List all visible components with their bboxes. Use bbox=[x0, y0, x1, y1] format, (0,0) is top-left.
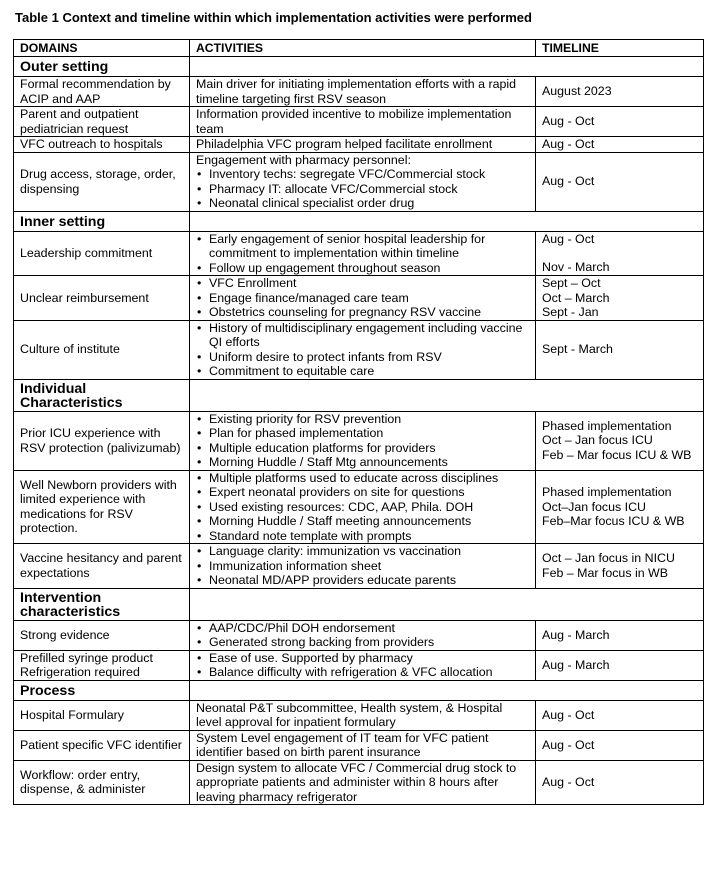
table-body bbox=[14, 57, 704, 805]
list-item: • Pharmacy IT: allocate VFC/Commercial stock bbox=[196, 182, 529, 197]
implementation-table bbox=[13, 39, 704, 805]
table-row bbox=[14, 137, 704, 153]
list-item: • Multiple platforms used to educate across disciplines bbox=[196, 471, 529, 486]
timeline-text: Oct–Jan focus ICU bbox=[542, 499, 646, 514]
list-item: • AAP/CDC/Phil DOH endorsement bbox=[196, 621, 529, 636]
table-row bbox=[14, 107, 704, 137]
table-row bbox=[14, 730, 704, 760]
list-item: • Balance difficulty with refrigeration & VFC allocation bbox=[196, 665, 529, 680]
activities-cell bbox=[190, 231, 536, 276]
list-item: • Morning Huddle / Staff meeting announcements bbox=[196, 514, 529, 529]
table-row bbox=[14, 700, 704, 730]
timeline-text: Sept - March bbox=[542, 342, 613, 357]
activity-text: Information provided incentive to mobilize implementation team bbox=[196, 107, 512, 136]
timeline-text: Sept - Jan bbox=[542, 305, 599, 319]
section-empty-cell bbox=[190, 588, 704, 620]
activities-cell bbox=[190, 320, 536, 379]
list-item: • Language clarity: immunization vs vaccination bbox=[196, 544, 529, 559]
timeline-text: Aug - March bbox=[542, 657, 610, 672]
domain-cell: Unclear reimbursement bbox=[14, 276, 190, 321]
domain-cell: Drug access, storage, order, dispensing bbox=[14, 152, 190, 211]
section-empty-cell bbox=[190, 680, 704, 700]
table-row bbox=[14, 152, 704, 211]
section-header-row bbox=[14, 379, 704, 411]
activities-cell bbox=[190, 276, 536, 321]
list-item: • Morning Huddle / Staff Mtg announcements bbox=[196, 455, 529, 470]
timeline-cell bbox=[536, 77, 704, 107]
timeline-cell bbox=[536, 620, 704, 650]
activity-list bbox=[196, 276, 529, 320]
timeline-spacer bbox=[542, 246, 697, 260]
timeline-cell bbox=[536, 730, 704, 760]
activity-list bbox=[196, 651, 529, 680]
activities-cell bbox=[190, 152, 536, 211]
activity-list bbox=[196, 232, 529, 276]
list-item: • Expert neonatal providers on site for questions bbox=[196, 485, 529, 500]
domain-cell: Prior ICU experience with RSV protection (palivizumab) bbox=[14, 411, 190, 470]
activities-cell bbox=[190, 411, 536, 470]
timeline-text: Aug - Oct bbox=[542, 707, 595, 722]
domain-cell: Culture of institute bbox=[14, 320, 190, 379]
activity-text: Design system to allocate VFC / Commercial drug stock to appropriate patients and administer within 8 hours after leaving pharmacy refrigerator bbox=[196, 760, 517, 804]
list-item: • Commitment to equitable care bbox=[196, 364, 529, 379]
domain-cell: Parent and outpatient pediatrician request bbox=[14, 107, 190, 137]
domain-cell: Patient specific VFC identifier bbox=[14, 730, 190, 760]
header-timeline: TIMELINE bbox=[536, 40, 704, 57]
activities-cell bbox=[190, 650, 536, 680]
list-item: • Neonatal MD/APP providers educate parents bbox=[196, 573, 529, 588]
timeline-text: Oct – March bbox=[542, 290, 610, 305]
timeline-text: Aug - Oct bbox=[542, 775, 595, 789]
timeline-text: Aug - Oct bbox=[542, 137, 595, 151]
timeline-cell bbox=[536, 650, 704, 680]
list-item: • Ease of use. Supported by pharmacy bbox=[196, 651, 529, 666]
timeline-text: Feb–Mar focus ICU & WB bbox=[542, 514, 685, 528]
domain-cell: Strong evidence bbox=[14, 620, 190, 650]
table-row bbox=[14, 276, 704, 321]
table-row bbox=[14, 544, 704, 589]
section-empty-cell bbox=[190, 379, 704, 411]
list-item: • Inventory techs: segregate VFC/Commercial stock bbox=[196, 167, 529, 182]
table-row bbox=[14, 470, 704, 544]
table-row bbox=[14, 77, 704, 107]
list-item: • Uniform desire to protect infants from RSV bbox=[196, 350, 529, 365]
list-item: • Early engagement of senior hospital leadership for commitment to implementation within timeline bbox=[196, 232, 529, 261]
activity-list bbox=[196, 471, 529, 544]
activity-text: Neonatal P&T subcommittee, Health system, & Hospital level approval for inpatient formulary bbox=[196, 700, 503, 729]
list-item: • Generated strong backing from providers bbox=[196, 635, 529, 650]
timeline-text: Oct – Jan focus in NICU bbox=[542, 551, 675, 566]
list-item: • Existing priority for RSV prevention bbox=[196, 412, 529, 427]
timeline-cell bbox=[536, 320, 704, 379]
list-item: • Neonatal clinical specialist order drug bbox=[196, 196, 529, 211]
timeline-text: Sept – Oct bbox=[542, 276, 601, 290]
activities-cell bbox=[190, 107, 536, 137]
activities-cell bbox=[190, 730, 536, 760]
section-header-row bbox=[14, 57, 704, 77]
timeline-text: Aug - Oct bbox=[542, 737, 595, 752]
activity-text: System Level engagement of IT team for VFC patient identifier based on birth parent insurance bbox=[196, 730, 489, 759]
timeline-text: August 2023 bbox=[542, 84, 612, 99]
section-header-row bbox=[14, 680, 704, 700]
activities-cell bbox=[190, 760, 536, 805]
timeline-cell bbox=[536, 411, 704, 470]
domain-cell: Hospital Formulary bbox=[14, 700, 190, 730]
timeline-cell bbox=[536, 276, 704, 321]
domain-cell: VFC outreach to hospitals bbox=[14, 137, 190, 153]
list-item: • Immunization information sheet bbox=[196, 559, 529, 574]
table-row bbox=[14, 620, 704, 650]
activity-text: Engagement with pharmacy personnel: bbox=[196, 152, 411, 167]
section-empty-cell bbox=[190, 57, 704, 77]
timeline-text: Aug - March bbox=[542, 627, 610, 642]
activities-cell bbox=[190, 544, 536, 589]
timeline-text: Aug - Oct bbox=[542, 114, 595, 129]
timeline-text: Aug - Oct bbox=[542, 174, 595, 189]
timeline-text: Phased implementation bbox=[542, 485, 672, 499]
section-header-row bbox=[14, 588, 704, 620]
list-item: • Multiple education platforms for providers bbox=[196, 441, 529, 456]
table-caption: Table 1 Context and timeline within which implementation activities were performed bbox=[15, 10, 532, 25]
activities-cell bbox=[190, 700, 536, 730]
timeline-text: Aug - Oct bbox=[542, 231, 595, 246]
table-row bbox=[14, 760, 704, 805]
section-title: Individual Characteristics bbox=[14, 379, 190, 411]
section-title: Intervention characteristics bbox=[14, 588, 190, 620]
activity-list bbox=[196, 621, 529, 650]
activity-list bbox=[196, 167, 529, 211]
list-item: • Obstetrics counseling for pregnancy RSV vaccine bbox=[196, 305, 529, 320]
section-empty-cell bbox=[190, 211, 704, 231]
timeline-cell bbox=[536, 470, 704, 544]
section-title: Process bbox=[14, 680, 190, 700]
activities-cell bbox=[190, 620, 536, 650]
section-header-row bbox=[14, 211, 704, 231]
header-domains: DOMAINS bbox=[14, 40, 190, 57]
domain-cell: Vaccine hesitancy and parent expectations bbox=[14, 544, 190, 589]
list-item: • Plan for phased implementation bbox=[196, 426, 529, 441]
domain-cell: Formal recommendation by ACIP and AAP bbox=[14, 77, 190, 107]
list-item: • Follow up engagement throughout season bbox=[196, 261, 529, 276]
timeline-cell bbox=[536, 152, 704, 211]
activity-list bbox=[196, 412, 529, 470]
domain-cell: Well Newborn providers with limited experience with medications for RSV protection. bbox=[14, 470, 190, 544]
table-row bbox=[14, 650, 704, 680]
list-item: • History of multidisciplinary engagement including vaccine QI efforts bbox=[196, 321, 529, 350]
list-item: • VFC Enrollment bbox=[196, 276, 529, 291]
timeline-text: Nov - March bbox=[542, 260, 610, 275]
section-title: Outer setting bbox=[14, 57, 190, 77]
timeline-cell bbox=[536, 700, 704, 730]
timeline-text: Oct – Jan focus ICU bbox=[542, 433, 653, 448]
activity-list bbox=[196, 321, 529, 379]
list-item: • Used existing resources: CDC, AAP, Phila. DOH bbox=[196, 500, 529, 515]
timeline-cell bbox=[536, 544, 704, 589]
activity-text: Main driver for initiating implementation efforts with a rapid timeline targeting first RSV season bbox=[196, 77, 517, 106]
timeline-text: Feb – Mar focus in WB bbox=[542, 565, 669, 580]
timeline-cell bbox=[536, 137, 704, 153]
activities-cell bbox=[190, 470, 536, 544]
activities-cell bbox=[190, 77, 536, 107]
header-activities: ACTIVITIES bbox=[190, 40, 536, 57]
table-row bbox=[14, 411, 704, 470]
domain-cell: Leadership commitment bbox=[14, 231, 190, 276]
list-item: • Engage finance/managed care team bbox=[196, 291, 529, 306]
activity-list bbox=[196, 544, 529, 588]
section-title: Inner setting bbox=[14, 211, 190, 231]
timeline-text: Feb – Mar focus ICU & WB bbox=[542, 447, 692, 462]
timeline-cell bbox=[536, 231, 704, 276]
domain-cell: Workflow: order entry, dispense, & administer bbox=[14, 760, 190, 805]
list-item: • Standard note template with prompts bbox=[196, 529, 529, 544]
timeline-text: Phased implementation bbox=[542, 418, 672, 433]
timeline-cell bbox=[536, 760, 704, 805]
header-row bbox=[14, 40, 704, 57]
domain-cell: Prefilled syringe product Refrigeration required bbox=[14, 650, 190, 680]
table-row bbox=[14, 231, 704, 276]
activity-text: Philadelphia VFC program helped facilitate enrollment bbox=[196, 137, 493, 151]
timeline-cell bbox=[536, 107, 704, 137]
activities-cell bbox=[190, 137, 536, 153]
table-row bbox=[14, 320, 704, 379]
